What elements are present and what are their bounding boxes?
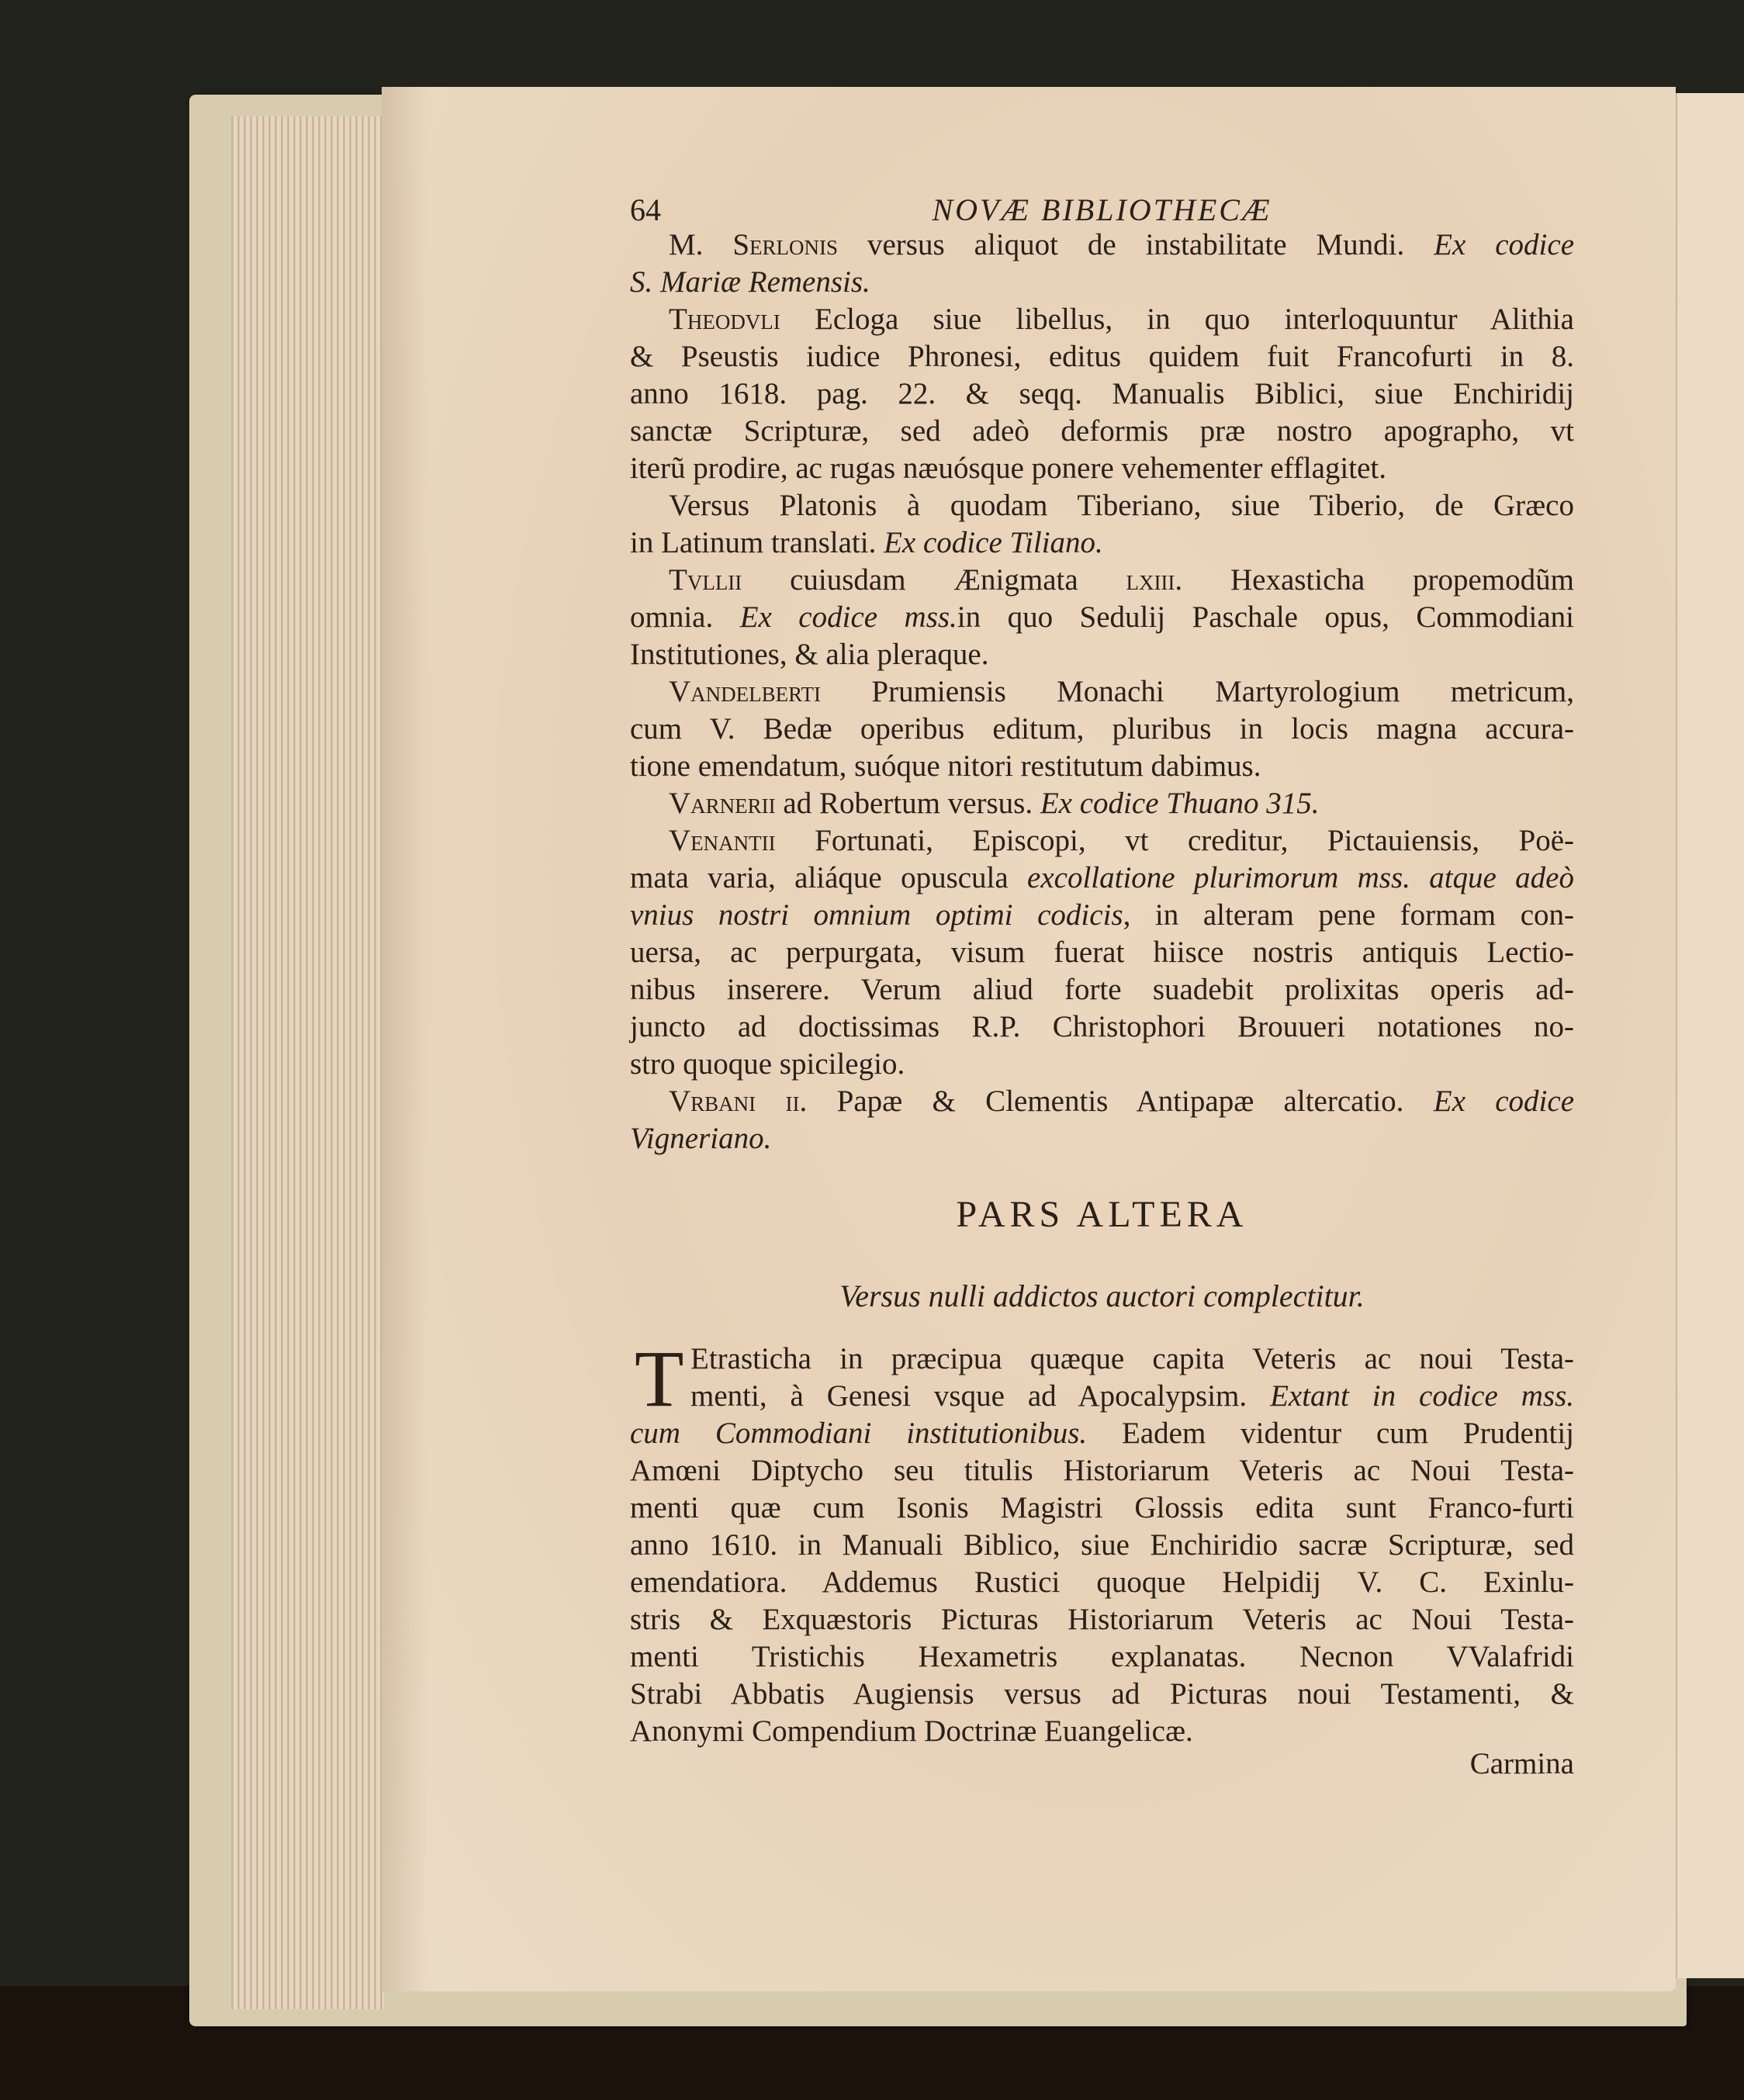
text-line [630, 1564, 1574, 1601]
text-run: Eadem videntur cum Prudentij [1087, 1417, 1574, 1450]
text-run: Versus Platonis à quodam Tiberiano, siue Tiberio, de Græco [669, 489, 1574, 522]
text-line [630, 1489, 1574, 1527]
author-name: Vandelberti [669, 675, 822, 708]
text-line [630, 562, 1574, 599]
text-run: . Hexasticha propemodũm [1175, 563, 1574, 597]
author-name: Varnerii [669, 787, 776, 820]
author-name: lxiii [1126, 563, 1175, 597]
italic-text: Ex codice mss. [739, 600, 957, 634]
text-line [630, 934, 1574, 971]
text-run: ad Robertum versus. [775, 787, 1040, 820]
text-line [630, 1452, 1574, 1489]
text-line [630, 860, 1574, 897]
author-name: M. Serlonis [669, 228, 839, 261]
text-line [630, 1601, 1574, 1638]
page-number: 64 [630, 192, 661, 227]
italic-text: Ex codice [1434, 228, 1575, 261]
text-run: iterũ prodire, ac rugas næuósque ponere vehementer efflagitet. [630, 451, 1386, 485]
text-run: Prumiensis Monachi Martyrologium metricum, [821, 675, 1574, 708]
text-line [630, 1638, 1574, 1676]
italic-text: cum Commodiani institutionibus. [630, 1417, 1088, 1450]
text-run: Fortunati, Episcopi, vt creditur, Pictauiensis, Poë- [775, 824, 1574, 857]
text-run: juncto ad doctissimas R.P. Christophori Brouueri notationes no- [630, 1010, 1574, 1043]
text-line [630, 1341, 1574, 1378]
italic-text: Vigneriano. [630, 1122, 772, 1155]
text-run: Institutiones, & alia pleraque. [630, 638, 989, 671]
text-run: cum V. Bedæ operibus editum, pluribus in locis magna accura- [630, 712, 1574, 746]
text-line [630, 748, 1574, 785]
text-line [630, 1120, 1574, 1157]
running-title: NOVÆ BIBLIOTHECÆ [932, 192, 1272, 227]
text-run: cuiusdam Ænigmata [742, 563, 1126, 597]
text-line [630, 1676, 1574, 1713]
text-line [630, 1527, 1574, 1564]
italic-text: S. Mariæ Remensis. [630, 265, 870, 299]
text-line [630, 413, 1574, 450]
text-line [630, 636, 1574, 673]
text-line [630, 673, 1574, 711]
text-run: mata varia, aliáque opuscula [630, 861, 1028, 894]
text-line [630, 1378, 1574, 1415]
text-run: nibus inserere. Verum aliud forte suadebit prolixitas operis ad- [630, 973, 1574, 1006]
text-run: stris & Exquæstoris Picturas Historiarum Veteris ac Noui Testa- [630, 1603, 1574, 1636]
italic-text: Ex codice [1433, 1085, 1575, 1118]
text-line [630, 338, 1574, 375]
text-run: anno 1618. pag. 22. & seqq. Manualis Biblici, siue Enchiridij [630, 377, 1574, 410]
text-run: , in alteram pene formam con- [1123, 898, 1574, 932]
italic-text: Extant in codice mss. [1270, 1379, 1574, 1413]
text-line [630, 487, 1574, 524]
text-line [630, 1083, 1574, 1120]
text-run: sanctæ Scripturæ, sed adeò deformis præ nostro apographo, vt [630, 414, 1574, 448]
italic-text: Ex codice Tiliano. [884, 526, 1103, 559]
text-line [630, 1008, 1574, 1046]
part-two-text [630, 1334, 1574, 1750]
author-name: Tvllii [669, 563, 742, 597]
text-line [630, 897, 1574, 934]
catchword: Carmina [1469, 1747, 1574, 1780]
drop-cap: T [635, 1334, 684, 1424]
next-page-edge [1676, 93, 1744, 1978]
text-run: Strabi Abbatis Augiensis versus ad Picturas noui Testamenti, & [630, 1677, 1574, 1711]
text-line [630, 971, 1574, 1008]
italic-text: vnius nostri omnium optimi codicis [630, 898, 1123, 932]
text-run: in quo Sedulij Paschale opus, Commodiani [957, 600, 1574, 634]
text-line [630, 1713, 1574, 1750]
text-run: uersa, ac perpurgata, visum fuerat hiisce nostris antiquis Lectio- [630, 936, 1574, 969]
text-run: stro quoque spicilegio. [630, 1047, 905, 1081]
italic-text: excollatione plurimorum mss. atque adeò [1027, 861, 1574, 894]
author-name: Venantii [669, 824, 776, 857]
text-line [630, 450, 1574, 487]
text-line [630, 711, 1574, 748]
author-name: Theodvli [669, 303, 780, 336]
text-run: Anonymi Compendium Doctrinæ Euangelicæ. [630, 1714, 1193, 1748]
text-line [630, 301, 1574, 338]
text-run: omnia. [630, 600, 740, 634]
text-run: & Pseustis iudice Phronesi, editus quidem fuit Francofurti in 8. [630, 340, 1574, 373]
text-line [630, 375, 1574, 413]
text-run: Amœni Diptycho seu titulis Historiarum Veteris ac Noui Testa- [630, 1454, 1574, 1487]
text-line [630, 524, 1574, 562]
text-run: . Papæ & Clementis Antipapæ altercatio. [799, 1085, 1434, 1118]
running-header [630, 192, 1574, 229]
text-line [630, 785, 1574, 822]
text-line [630, 1415, 1574, 1452]
section-title: PARS ALTERA [956, 1194, 1248, 1235]
text-run: menti, à Genesi vsque ad Apocalypsim. [690, 1379, 1271, 1413]
text-line [630, 227, 1574, 264]
text-run: Ecloga siue libellus, in quo interloquuntur Alithia [780, 303, 1574, 336]
text-line [630, 822, 1574, 860]
italic-text: Ex codice Thuano 315. [1040, 787, 1320, 820]
page-edges-stack [231, 116, 384, 2009]
text-run: menti Tristichis Hexametris explanatas. Necnon VValafridi [630, 1640, 1574, 1673]
text-run: Etrasticha in præcipua quæque capita Veteris ac noui Testa- [690, 1342, 1574, 1375]
part-one-text [630, 227, 1574, 1157]
text-run: emendatiora. Addemus Rustici quoque Helpidij V. C. Exinlu- [630, 1565, 1574, 1599]
section-subtitle: Versus nulli addictos auctori complectitur. [839, 1278, 1365, 1313]
text-line [630, 599, 1574, 636]
text-run: tione emendatum, suóque nitori restitutum dabimus. [630, 749, 1261, 783]
text-run: menti quæ cum Isonis Magistri Glossis edita sunt Franco-furti [630, 1491, 1574, 1524]
text-run: anno 1610. in Manuali Biblico, siue Enchiridio sacræ Scripturæ, sed [630, 1528, 1574, 1562]
text-run: in Latinum translati. [630, 526, 884, 559]
author-name: Vrbani ii [669, 1085, 800, 1118]
text-line [630, 1046, 1574, 1083]
text-run: versus aliquot de instabilitate Mundi. [838, 228, 1434, 261]
text-line [630, 264, 1574, 301]
